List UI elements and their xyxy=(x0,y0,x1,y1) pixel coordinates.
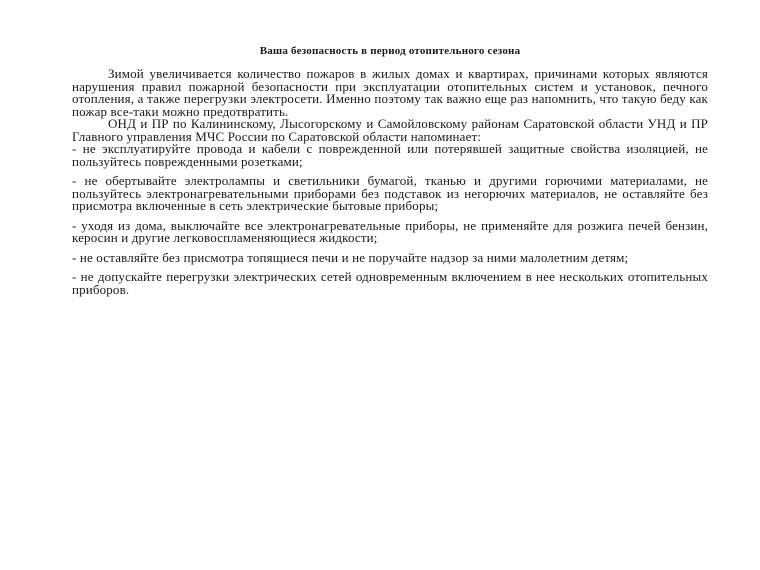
safety-item: - уходя из дома, выключайте все электронагревательные приборы, не применяйте для розжига печей бензин, керосин и другие легковоспламеняющиеся жидкости; xyxy=(72,217,708,245)
document-page xyxy=(72,44,708,296)
safety-item: - не оставляйте без присмотра топящиеся печи и не поручайте надзор за ними малолетним детям; xyxy=(72,249,629,265)
document-title: Ваша безопасность в период отопительного сезона xyxy=(259,45,521,57)
safety-item: - не обертывайте электролампы и светильники бумагой, тканью и другими горючими материалами, не пользуйтесь электронагревательными приборами без подставок из негорючих материалов, не оставляйте без присмотра включенные в сеть электрические бытовые приборы; xyxy=(72,173,708,213)
safety-item: - не допускайте перегрузки электрических сетей одновременным включением в нее нескольких отопительных приборов. xyxy=(72,269,708,297)
safety-item: - не эксплуатируйте провода и кабели с поврежденной или потерявшей защитные свойства изоляцией, не пользуйтесь поврежденными розетками; xyxy=(72,141,708,169)
intro-paragraph: Зимой увеличивается количество пожаров в жилых домах и квартирах, причинами которых являются нарушения правил пожарной безопасности при эксплуатации отопительных систем и установок, печного отопления, а также перегрузки электросети. Именно поэтому так важно еще раз напомнить, что такую беду как пожар все-таки можно предотвратить. xyxy=(72,66,708,119)
notice-paragraph: ОНД и ПР по Калининскому, Лысогорскому и Самойловскому районам Саратовской области УНД и ПР Главного управления МЧС России по Саратовской области напоминает: xyxy=(72,116,708,144)
